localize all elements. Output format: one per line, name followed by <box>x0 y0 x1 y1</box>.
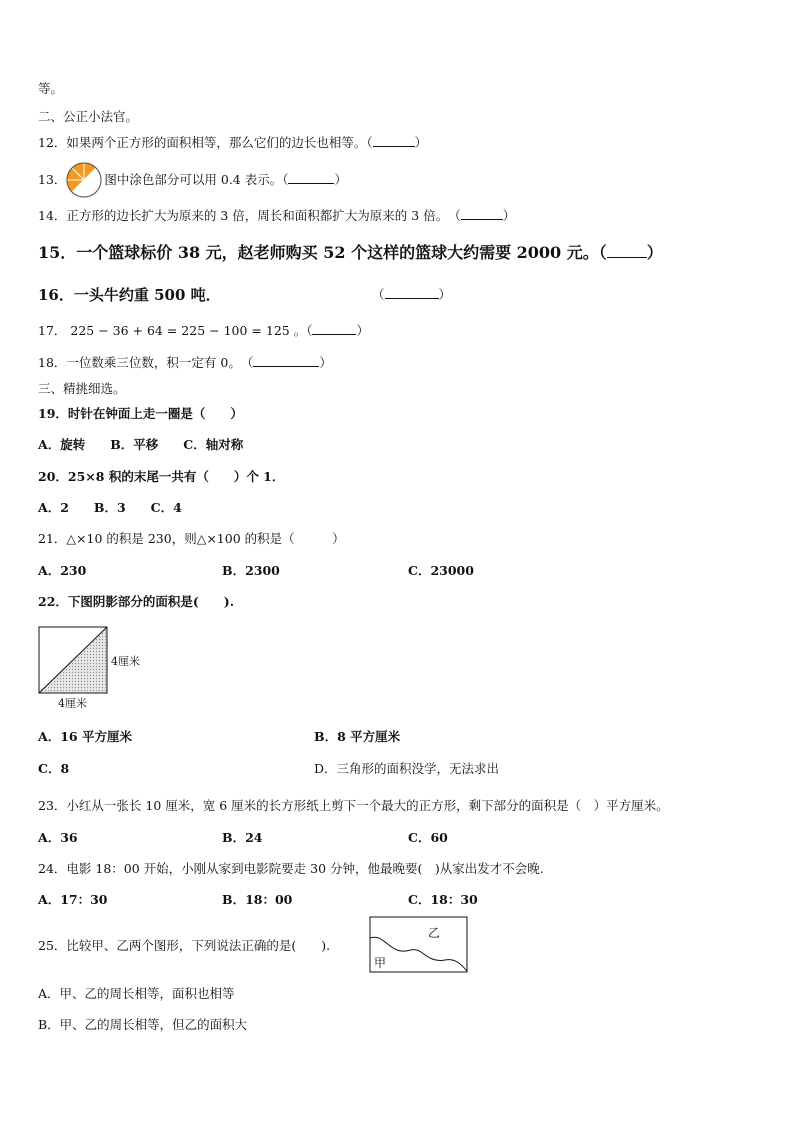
q17-blank[interactable] <box>312 322 356 335</box>
q12-text: 12．如果两个正方形的面积相等，那么它们的边长也相等。（ <box>38 135 373 150</box>
q15-close: ） <box>646 243 663 262</box>
pie-fraction-figure <box>66 162 102 198</box>
q24-option-a[interactable]: A．17：30 <box>38 892 108 907</box>
q13-close: ） <box>334 172 347 187</box>
q13-number: 13． <box>38 172 67 187</box>
q15-blank[interactable] <box>607 245 647 258</box>
q12-close: ） <box>414 135 428 150</box>
q23-option-c[interactable]: C．60 <box>408 830 448 845</box>
question-22: 22．下图阴影部分的面积是( ). <box>38 594 235 609</box>
question-17 <box>38 322 369 340</box>
q21-option-c[interactable]: C．23000 <box>408 563 474 578</box>
q16-blank[interactable] <box>385 286 439 299</box>
q13-blank[interactable] <box>288 171 334 184</box>
question-18 <box>38 354 332 372</box>
q16-answer <box>372 286 451 304</box>
q24-option-b[interactable]: B．18：00 <box>222 892 293 907</box>
square-bottom-label: 4厘米 <box>58 697 87 710</box>
question-19: 19．时针在钟面上走一圈是（ ） <box>38 406 243 421</box>
q25-option-a[interactable]: A．甲、乙的周长相等，面积也相等 <box>38 986 235 1001</box>
q17-close: ） <box>356 323 369 338</box>
q14-blank[interactable] <box>461 207 503 220</box>
q18-close: ） <box>319 355 332 370</box>
question-20: 20．25×8 积的末尾一共有（ ）个 1． <box>38 469 285 484</box>
shape-label-jia: 甲 <box>374 956 387 970</box>
question-23: 23．小红从一张长 10 厘米，宽 6 厘米的长方形纸上剪下一个最大的正方形，剩下部分的面积是（ ）平方厘米。 <box>38 798 669 813</box>
section-3-title: 三、精挑细选。 <box>38 381 126 396</box>
q12-blank[interactable] <box>373 134 415 147</box>
q19-options[interactable]: A．旋转 B．平移 C．轴对称 <box>38 437 244 452</box>
q22-option-a[interactable]: A．16 平方厘米 <box>38 729 132 744</box>
q13-text: 图中涂色部分可以用 0.4 表示。（ <box>104 172 289 187</box>
q15-text: 15．一个篮球标价 38 元，赵老师购买 52 个这样的篮球大约需要 2000 元。（ <box>38 243 607 262</box>
question-12 <box>38 134 427 152</box>
shape-label-yi: 乙 <box>428 926 441 940</box>
question-21: 21．△×10 的积是 230，则△×100 的积是（ ） <box>38 531 345 546</box>
q16-close: ） <box>438 287 452 302</box>
q22-option-c[interactable]: C．8 <box>38 761 70 776</box>
question-16 <box>38 284 221 306</box>
q16-text: 16．一头牛约重 500 吨． <box>38 286 221 304</box>
section-2-title: 二、公正小法官。 <box>38 109 139 124</box>
shaded-square-figure <box>38 626 108 694</box>
q14-close: ） <box>502 208 516 223</box>
q21-option-a[interactable]: A．230 <box>38 563 87 578</box>
q16-open: （ <box>372 287 385 302</box>
q23-option-a[interactable]: A．36 <box>38 830 78 845</box>
square-side-label: 4厘米 <box>111 655 140 668</box>
line-continuation: 等。 <box>38 81 64 96</box>
q17-text: 17． 225 − 36 + 64 = 225 − 100 = 125 。（ <box>38 323 313 338</box>
q24-option-c[interactable]: C．18：30 <box>408 892 478 907</box>
q21-option-b[interactable]: B．2300 <box>222 563 280 578</box>
question-14 <box>38 207 515 225</box>
question-15 <box>38 242 663 264</box>
q25-option-b[interactable]: B．甲、乙的周长相等，但乙的面积大 <box>38 1017 248 1032</box>
q18-blank[interactable] <box>253 354 319 367</box>
q20-options[interactable]: A．2 B．3 C．4 <box>38 500 182 515</box>
q22-option-d[interactable]: D．三角形的面积没学，无法求出 <box>314 761 500 776</box>
q14-text: 14．正方形的边长扩大为原来的 3 倍，周长和面积都扩大为原来的 3 倍。 （ <box>38 208 461 223</box>
question-25: 25．比较甲、乙两个图形，下列说法正确的是( ). <box>38 938 331 953</box>
q18-text: 18．一位数乘三位数，积一定有 0。 （ <box>38 355 254 370</box>
q23-option-b[interactable]: B．24 <box>222 830 263 845</box>
q22-option-b[interactable]: B．8 平方厘米 <box>314 729 401 744</box>
question-24: 24．电影 18：00 开始，小刚从家到电影院要走 30 分钟，他最晚要( )从家出发才不会晚. <box>38 861 544 876</box>
